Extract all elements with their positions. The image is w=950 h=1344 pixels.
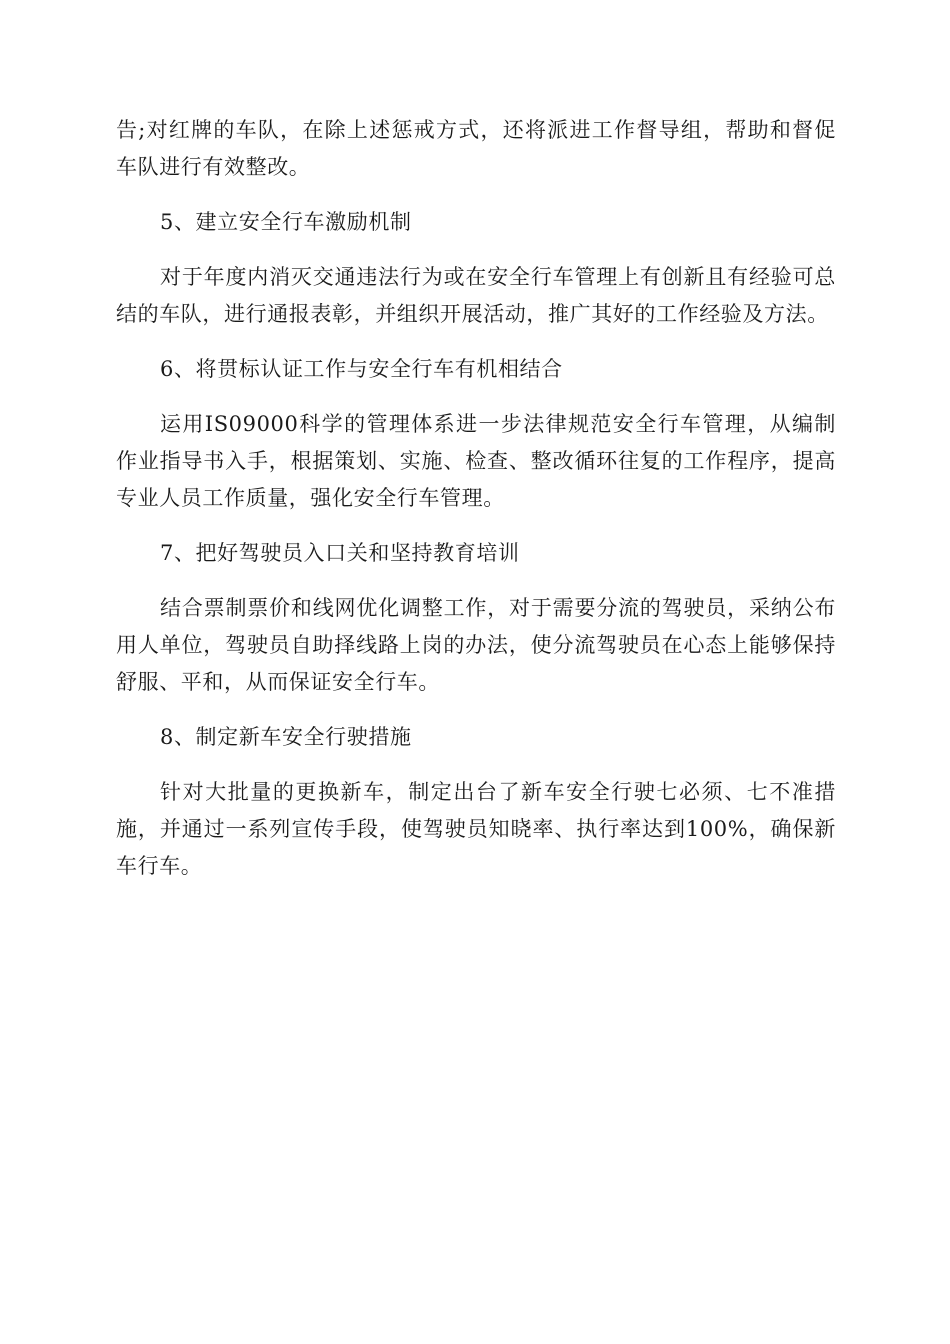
spacer bbox=[116, 572, 836, 590]
spacer bbox=[116, 186, 836, 204]
spacer bbox=[116, 756, 836, 774]
spacer bbox=[116, 701, 836, 719]
spacer bbox=[116, 241, 836, 259]
section-heading-7: 7、把好驾驶员入口关和坚持教育培训 bbox=[160, 541, 520, 565]
spacer bbox=[116, 517, 836, 535]
paragraph-driver-training: 结合票制票价和线网优化调整工作，对于需要分流的驾驶员，采纳公布用人单位，驾驶员自助择线路上岗的办法，使分流驾驶员在心态上能够保持舒服、平和，从而保证安全行车。 bbox=[116, 596, 836, 694]
paragraph-certification: 运用IS09000科学的管理体系进一步法律规范安全行车管理，从编制作业指导书入手，根据策划、实施、检查、整改循环往复的工作程序，提高专业人员工作质量，强化安全行车管理。 bbox=[116, 412, 836, 510]
section-heading-8: 8、制定新车安全行驶措施 bbox=[160, 725, 412, 749]
paragraph-new-vehicle: 针对大批量的更换新车，制定出台了新车安全行驶七必须、七不准措施，并通过一系列宣传手段，使驾驶员知晓率、执行率达到100%，确保新车行车。 bbox=[116, 780, 836, 878]
paragraph-incentive: 对于年度内消灭交通违法行为或在安全行车管理上有创新且有经验可总结的车队，进行通报表彰，并组织开展活动，推广其好的工作经验及方法。 bbox=[116, 265, 836, 326]
spacer bbox=[116, 333, 836, 351]
document-body bbox=[116, 112, 836, 885]
spacer bbox=[116, 388, 836, 406]
section-heading-5: 5、建立安全行车激励机制 bbox=[160, 210, 412, 234]
paragraph-continuation: 告;对红牌的车队，在除上述惩戒方式，还将派进工作督导组，帮助和督促车队进行有效整改。 bbox=[116, 118, 836, 179]
section-heading-6: 6、将贯标认证工作与安全行车有机相结合 bbox=[160, 357, 563, 381]
